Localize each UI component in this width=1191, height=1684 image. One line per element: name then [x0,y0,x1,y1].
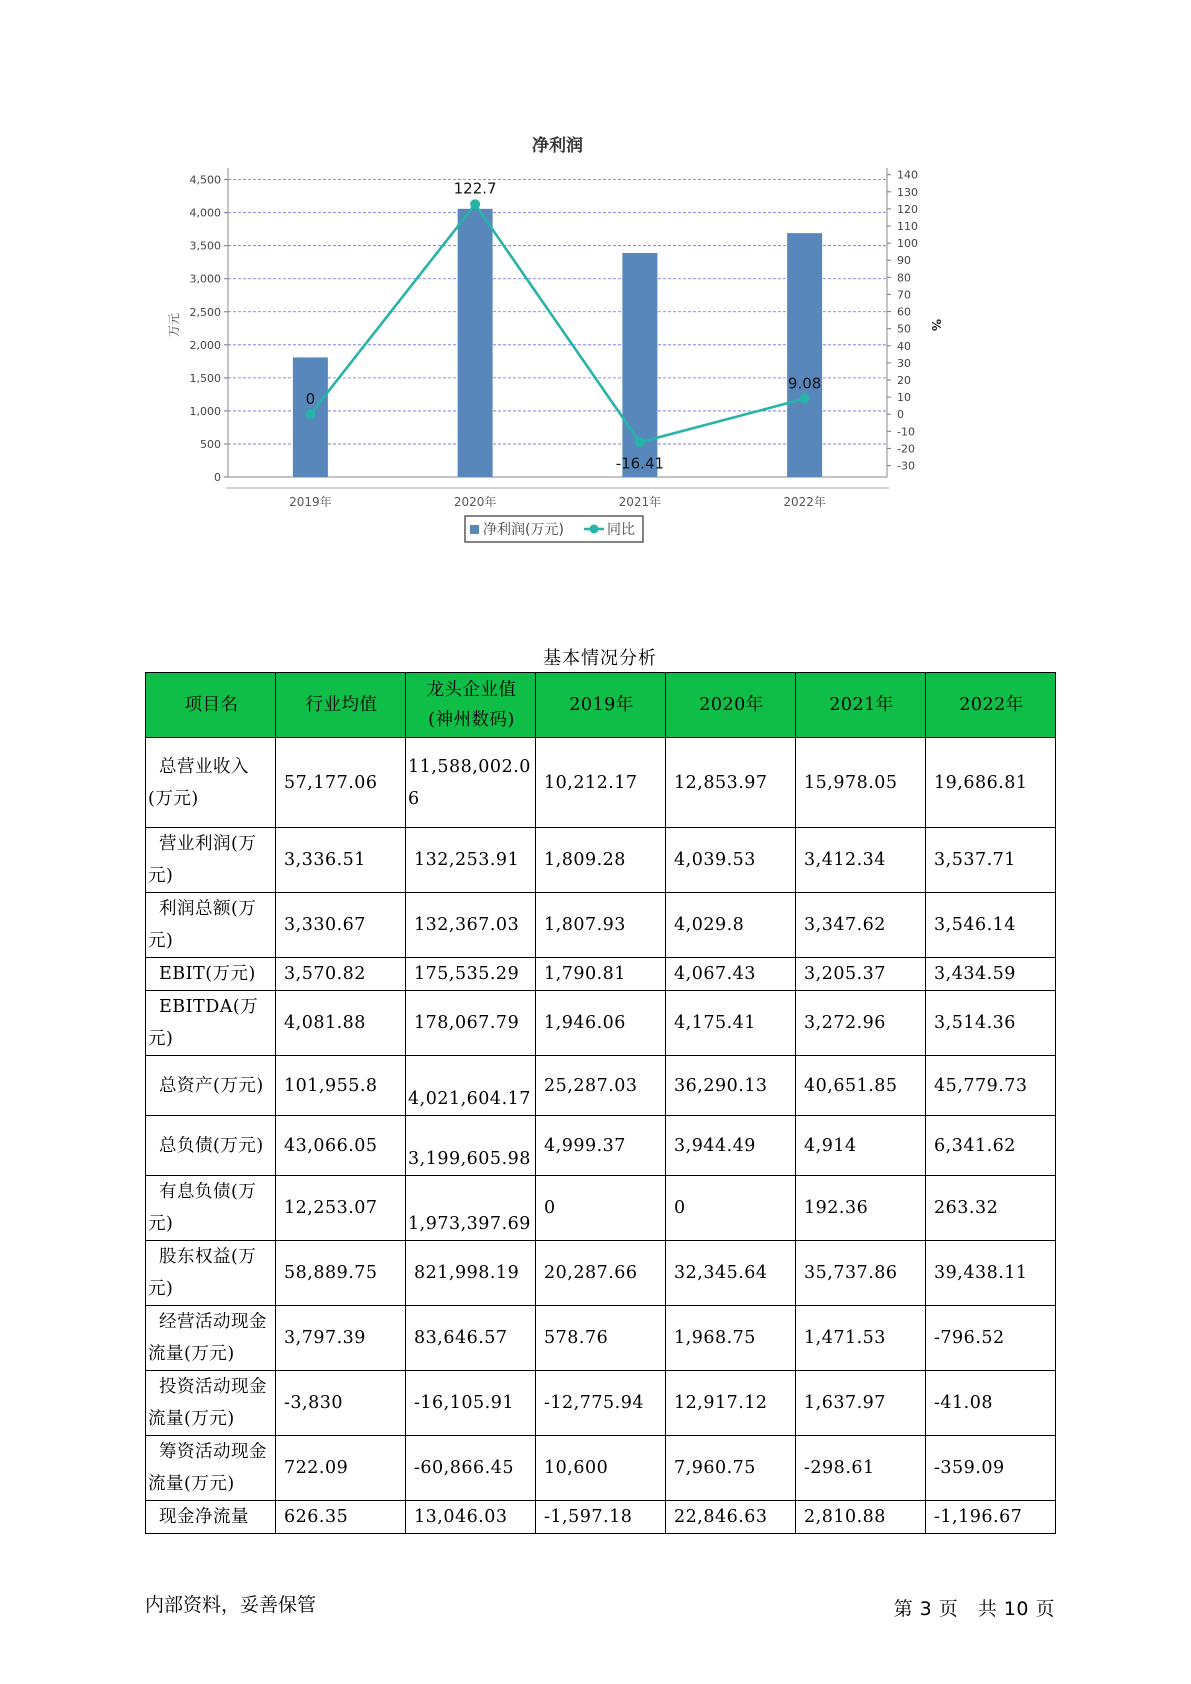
y-right-tick-label: 40 [897,339,911,353]
table-header-cell [666,673,796,738]
x-tick-label: 2021年 [618,495,662,509]
row-label [146,1436,276,1501]
table-cell: -3,830 [276,1371,406,1436]
row-label-text: 现金净流量 [159,1507,249,1527]
y-right-tick-label: 80 [897,271,911,285]
table-cell: -1,196.67 [926,1501,1056,1534]
table-cell: 3,412.34 [796,828,926,893]
table-cell: -12,775.94 [536,1371,666,1436]
y-right-tick-label: 10 [897,391,911,405]
table-cell: 25,287.03 [536,1056,666,1116]
y-right-tick-label: 60 [897,305,911,319]
header-text: 2022年 [959,695,1024,715]
table-row [146,1056,1056,1116]
table-cell: 19,686.81 [926,738,1056,828]
table-cell: -16,105.91 [406,1371,536,1436]
table-cell: 192.36 [796,1176,926,1241]
table-cell: 263.32 [926,1176,1056,1241]
table-cell: 45,779.73 [926,1056,1056,1116]
y-left-tick-label: 500 [200,437,221,451]
table-cell: 22,846.63 [666,1501,796,1534]
table-cell: 57,177.06 [276,738,406,828]
table-row [146,1371,1056,1436]
row-label-text: 筹资活动现金 [159,1442,267,1462]
table-cell: 3,434.59 [926,958,1056,991]
table-cell: 58,889.75 [276,1241,406,1306]
line-yoy [310,204,804,442]
table-cell: 20,287.66 [536,1241,666,1306]
table-cell: 175,535.29 [406,958,536,991]
y-right-tick-label: 120 [897,202,918,216]
table-cell: 0 [536,1176,666,1241]
table-cell: 4,914 [796,1116,926,1176]
table-cell: 39,438.11 [926,1241,1056,1306]
yoy-data-label: 122.7 [453,179,497,198]
yoy-data-label: -16.41 [615,454,665,473]
row-label [146,1056,276,1116]
footer-confidential: 内部资料，妥善保管 [145,1594,317,1616]
y-right-tick-label: 20 [897,374,911,388]
row-label [146,1241,276,1306]
yoy-point [800,394,810,404]
table-cell: 3,797.39 [276,1306,406,1371]
row-label-text: 流量(万元) [148,1474,235,1494]
table-cell: 178,067.79 [406,991,536,1056]
table-cell: 4,039.53 [666,828,796,893]
table-title: 基本情况分析 [543,648,657,669]
table-cell: 1,471.53 [796,1306,926,1371]
row-label-text: EBIT(万元) [159,964,256,984]
y-left-tick-label: 4,500 [189,173,221,187]
yoy-point [470,199,480,209]
table-cell: 3,330.67 [276,893,406,958]
table-row [146,991,1056,1056]
footer-page-number: 第 3 页 共 10 页 [893,1598,1055,1620]
table-cell: -796.52 [926,1306,1056,1371]
table-cell: 722.09 [276,1436,406,1501]
table-row [146,1116,1056,1176]
table-cell: 15,978.05 [796,738,926,828]
y-right-tick-label: 130 [897,185,918,199]
header-text: 行业均值 [305,695,378,715]
table-cell: -41.08 [926,1371,1056,1436]
table-cell: 4,067.43 [666,958,796,991]
table-cell: -298.61 [796,1436,926,1501]
y-right-tick-label: 90 [897,254,911,268]
y-right-tick-label: 30 [897,356,911,370]
y-right-tick-label: 110 [897,220,918,234]
table-cell: 4,999.37 [536,1116,666,1176]
y-right-tick-label: 140 [897,168,918,182]
row-label-text: 股东权益(万 [159,1247,257,1267]
row-label-text: 总负债(万元) [159,1135,264,1156]
table-cell: 0 [666,1176,796,1241]
table-row [146,893,1056,958]
table-cell: -359.09 [926,1436,1056,1501]
table-cell: 4,029.8 [666,893,796,958]
y-left-axis-label: 万元 [167,312,181,338]
y-left-tick-label: 3,500 [189,239,221,253]
yoy-data-label: 0 [305,390,316,409]
table-header-cell [276,673,406,738]
row-label-text: 总营业收入 [159,756,249,777]
row-label-text: 元) [148,866,174,886]
table-cell: 1,809.28 [536,828,666,893]
row-label [146,738,276,828]
legend-bar-label: 净利润(万元) [483,522,564,538]
table-cell: 4,021,604.17 [406,1056,536,1116]
table-row [146,828,1056,893]
y-right-tick-label: 100 [897,237,918,251]
table-cell: 1,946.06 [536,991,666,1056]
row-label-text: 元) [148,931,174,951]
y-left-tick-label: 2,000 [189,338,221,352]
row-label-text: (万元) [148,788,199,809]
row-label [146,828,276,893]
chart-title: 净利润 [532,136,583,156]
table-cell: 1,973,397.69 [406,1176,536,1241]
row-label-text: 流量(万元) [148,1344,235,1364]
row-label [146,1501,276,1534]
y-right-tick-label: -10 [897,425,915,439]
table-cell: -1,597.18 [536,1501,666,1534]
row-label [146,893,276,958]
table-cell: 2,810.88 [796,1501,926,1534]
table-cell: 10,212.17 [536,738,666,828]
header-text: 2020年 [699,695,764,715]
legend-line-marker [590,525,599,534]
table-cell: 3,514.36 [926,991,1056,1056]
table-cell: 4,081.88 [276,991,406,1056]
table-header-cell [536,673,666,738]
table-row [146,1436,1056,1501]
table-cell: 132,367.03 [406,893,536,958]
table-row [146,738,1056,828]
x-tick-label: 2019年 [289,495,332,509]
row-label-text: 总资产(万元) [159,1075,264,1096]
table-cell: 1,790.81 [536,958,666,991]
table-cell: 132,253.91 [406,828,536,893]
table-cell: 36,290.13 [666,1056,796,1116]
table-cell: 101,955.8 [276,1056,406,1116]
table-cell: 3,347.62 [796,893,926,958]
y-right-axis-label: % [929,318,943,332]
table-cell: 1,807.93 [536,893,666,958]
table-cell: 12,253.07 [276,1176,406,1241]
table-cell: 3,570.82 [276,958,406,991]
y-left-tick-label: 2,500 [189,305,221,319]
y-right-tick-label: -30 [897,459,915,473]
table-cell: 10,600 [536,1436,666,1501]
header-text: 龙头企业值 [426,680,517,700]
y-left-tick-label: 3,000 [189,272,221,286]
table-cell: 40,651.85 [796,1056,926,1116]
table-cell: -60,866.45 [406,1436,536,1501]
table-cell: 821,998.19 [406,1241,536,1306]
x-tick-label: 2020年 [453,495,497,509]
y-right-tick-label: -20 [897,442,915,456]
table-header-cell [926,673,1056,738]
table-header-cell [146,673,276,738]
table-cell: 1,637.97 [796,1371,926,1436]
y-right-tick-label: 50 [897,322,911,336]
row-label-text: 投资活动现金 [159,1377,267,1397]
row-label-text: 有息负债(万 [159,1182,257,1202]
table-cell: 7,960.75 [666,1436,796,1501]
row-label [146,1371,276,1436]
header-text: 项目名 [184,695,239,715]
header-text: 2021年 [829,695,894,715]
table-cell: 11,588,002.06 [406,738,536,828]
y-left-tick-label: 1,000 [189,404,221,418]
table-row [146,958,1056,991]
header-text: 2019年 [569,695,634,715]
bar-net-profit [787,233,822,477]
table-cell: 13,046.03 [406,1501,536,1534]
row-label-text: 流量(万元) [148,1409,235,1429]
y-right-tick-label: 70 [897,288,911,302]
table-cell: 3,205.37 [796,958,926,991]
header-text: (神州数码) [428,710,515,730]
y-left-tick-label: 4,000 [189,206,221,220]
table-row [146,1176,1056,1241]
bar-net-profit [458,209,493,477]
y-left-tick-label: 0 [214,471,221,484]
row-label [146,958,276,991]
table-header-cell [406,673,536,738]
table-cell: 626.35 [276,1501,406,1534]
net-profit-chart [165,128,1065,598]
row-label-text: 营业利润(万 [159,834,257,854]
row-label-text: EBITDA(万元) [148,997,259,1049]
table-cell: 83,646.57 [406,1306,536,1371]
row-label [146,991,276,1056]
table-cell: 578.76 [536,1306,666,1371]
table-cell: 32,345.64 [666,1241,796,1306]
table-cell: 12,917.12 [666,1371,796,1436]
table-cell: 3,272.96 [796,991,926,1056]
yoy-point [635,437,645,447]
y-right-tick-label: 0 [897,408,904,422]
table-cell: 6,341.62 [926,1116,1056,1176]
row-label [146,1306,276,1371]
table-cell: 3,944.49 [666,1116,796,1176]
basic-analysis-table [145,672,1056,1534]
table-row [146,1241,1056,1306]
y-left-tick-label: 1,500 [189,371,221,385]
table-cell: 12,853.97 [666,738,796,828]
table-cell: 3,546.14 [926,893,1056,958]
table-cell: 43,066.05 [276,1116,406,1176]
table-cell: 3,199,605.98 [406,1116,536,1176]
row-label-text: 元) [148,1279,174,1299]
table-cell: 35,737.86 [796,1241,926,1306]
table-row [146,1501,1056,1534]
table-cell: 3,336.51 [276,828,406,893]
table-cell: 3,537.71 [926,828,1056,893]
table-header-cell [796,673,926,738]
table-cell: 4,175.41 [666,991,796,1056]
x-tick-label: 2022年 [783,495,826,509]
row-label-text: 元) [148,1214,174,1234]
row-label-text: 经营活动现金 [159,1312,267,1332]
table-row [146,1306,1056,1371]
legend-bar-swatch [470,525,479,534]
row-label [146,1176,276,1241]
row-label [146,1116,276,1176]
yoy-point [305,409,315,419]
legend-line-label: 同比 [607,522,635,538]
row-label-text: 利润总额(万 [159,899,257,919]
table-cell: 1,968.75 [666,1306,796,1371]
table-header-row [146,673,1056,738]
yoy-data-label: 9.08 [787,374,822,393]
